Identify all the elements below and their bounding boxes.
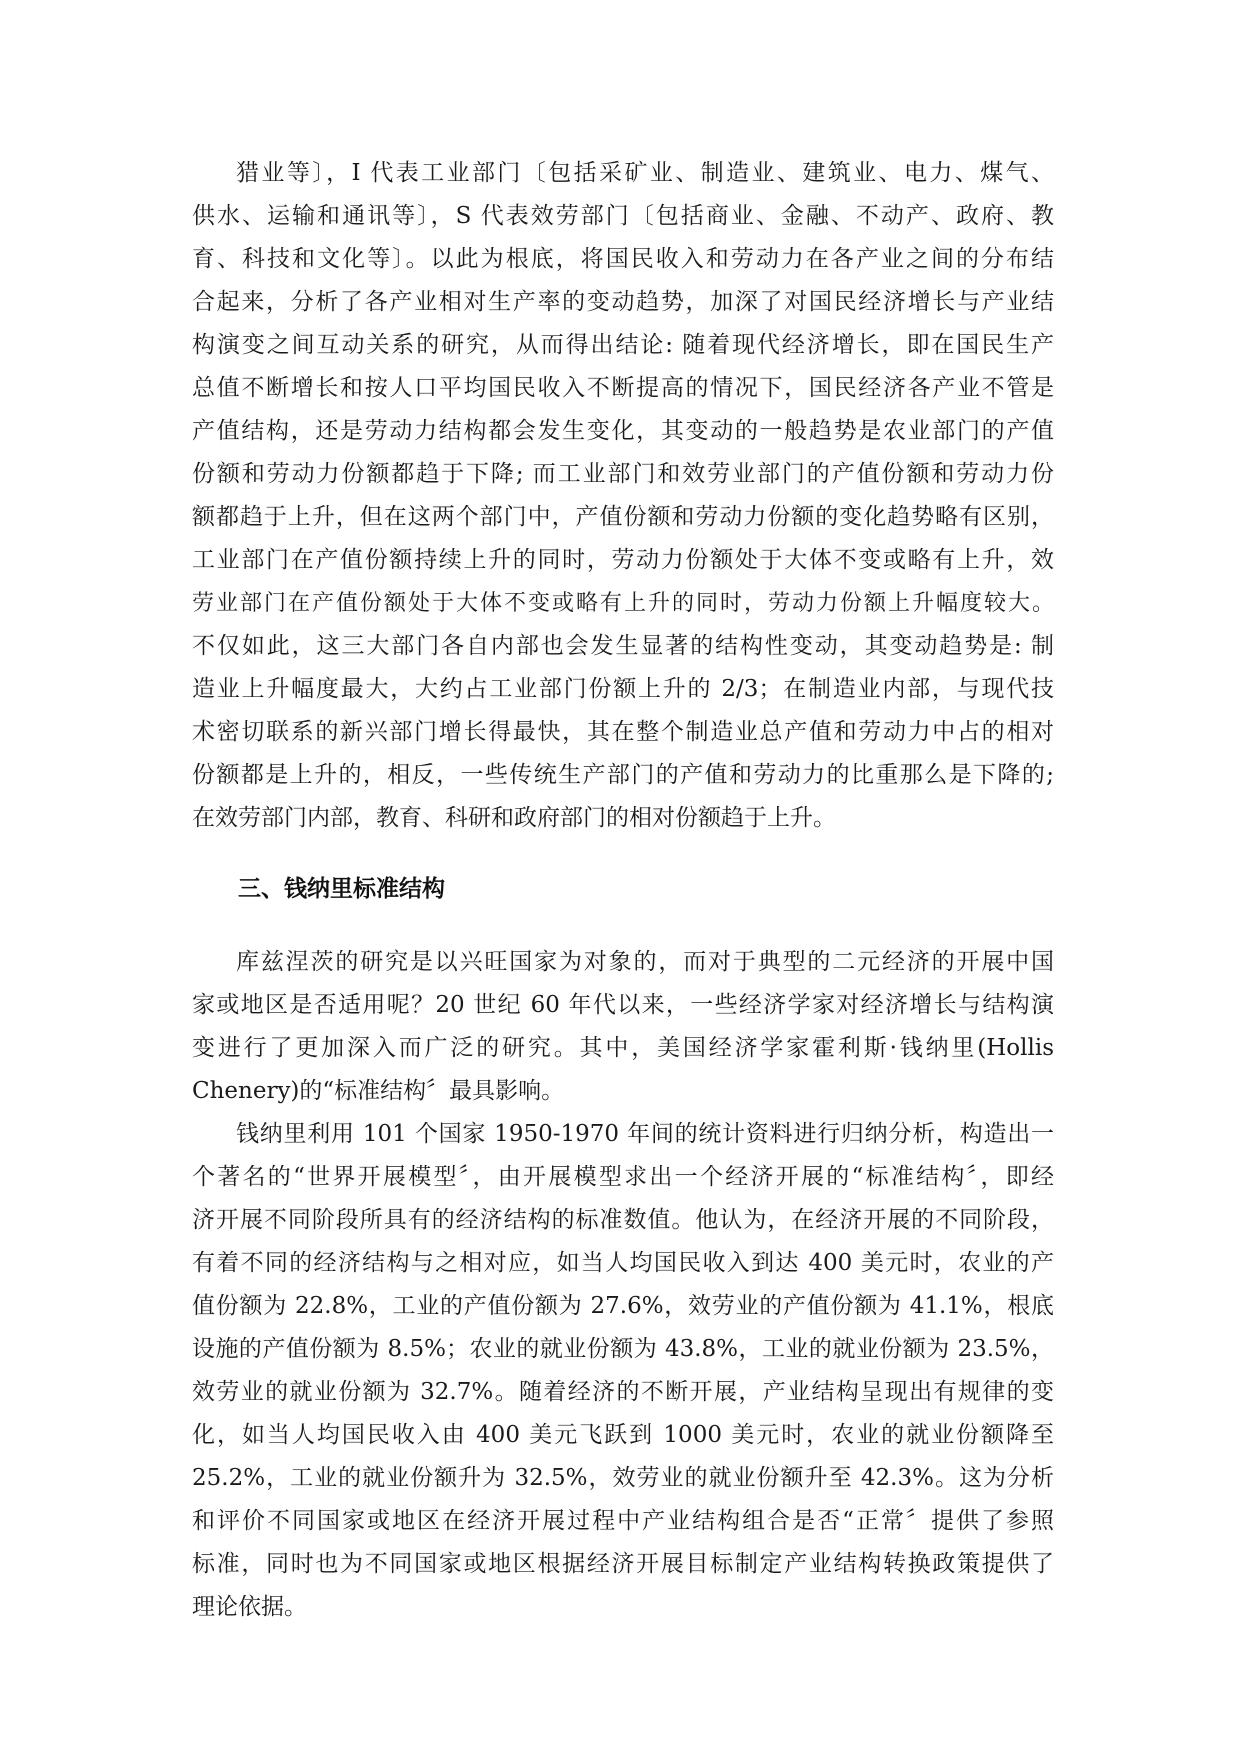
paragraph-3 (192, 1113, 1054, 1629)
page-body (192, 152, 1054, 1629)
text-line: 工业部门在产值份额持续上升的同时，劳动力份额处于大体不变或略有上升，效 (192, 547, 1054, 573)
text-line: 值份额为 22.8%，工业的产值份额为 27.6%，效劳业的产值份额为 41.1%，根底 (192, 1293, 1054, 1319)
section-heading: 三、钱纳里标准结构 (238, 876, 445, 902)
text-line: 个著名的“世界开展模型〞，由开展模型求出一个经济开展的“标准结构〞，即经 (192, 1164, 1054, 1190)
text-line: 家或地区是否适用呢？20 世纪 60 年代以来，一些经济学家对经济增长与结构演 (192, 992, 1054, 1018)
text-line: 育、科技和文化等〕。以此为根底，将国民收入和劳动力在各产业之间的分布结 (192, 246, 1054, 272)
text-line: 造业上升幅度最大，大约占工业部门份额上升的 2/3；在制造业内部，与现代技 (192, 676, 1054, 702)
text-line: 理论依据。 (192, 1594, 307, 1620)
text-line: 标准，同时也为不同国家或地区根据经济开展目标制定产业结构转换政策提供了 (192, 1551, 1054, 1577)
text-line: 库兹涅茨的研究是以兴旺国家为对象的，而对于典型的二元经济的开展中国 (236, 949, 1054, 975)
text-line: 有着不同的经济结构与之相对应，如当人均国民收入到达 400 美元时，农业的产 (192, 1250, 1054, 1276)
text-line: 份额和劳动力份额都趋于下降; 而工业部门和效劳业部门的产值份额和劳动力份 (192, 461, 1054, 487)
text-line: 劳业部门在产值份额处于大体不变或略有上升的同时，劳动力份额上升幅度较大。 (192, 591, 1054, 616)
text-line: 产值结构，还是劳动力结构都会发生变化，其变动的一般趋势是农业部门的产值 (192, 418, 1054, 444)
text-line: 合起来，分析了各产业相对生产率的变动趋势，加深了对国民经济增长与产业结 (192, 289, 1054, 315)
text-line: 在效劳部门内部，教育、科研和政府部门的相对份额趋于上升。 (192, 805, 836, 831)
text-line: 化，如当人均国民收入由 400 美元飞跃到 1000 美元时，农业的就业份额降至 (192, 1422, 1054, 1448)
text-line: 供水、运输和通讯等〕，S 代表效劳部门〔包括商业、金融、不动产、政府、教 (192, 203, 1054, 229)
text-line: 设施的产值份额为 8.5%；农业的就业份额为 43.8%，工业的就业份额为 23.5%， (192, 1336, 1054, 1362)
text-line: 总值不断增长和按人口平均国民收入不断提高的情况下，国民经济各产业不管是 (192, 375, 1054, 401)
text-line: Chenery)的“标准结构〞最具影响。 (192, 1078, 565, 1104)
text-line: 钱纳里利用 101 个国家 1950-1970 年间的统计资料进行归纳分析，构造出一 (236, 1121, 1054, 1147)
paragraph-1 (192, 152, 1054, 840)
paragraph-2 (192, 941, 1054, 1113)
text-line: 术密切联系的新兴部门增长得最快，其在整个制造业总产值和劳动力中占的相对 (192, 719, 1054, 745)
text-line: 济开展不同阶段所具有的经济结构的标准数值。他认为，在经济开展的不同阶段， (192, 1207, 1054, 1233)
text-line: 效劳业的就业份额为 32.7%。随着经济的不断开展，产业结构呈现出有规律的变 (192, 1379, 1054, 1405)
text-line: 不仅如此，这三大部门各自内部也会发生显著的结构性变动，其变动趋势是: 制 (192, 633, 1054, 659)
text-line: 和评价不同国家或地区在经济开展过程中产业结构组合是否“正常〞提供了参照 (192, 1508, 1054, 1534)
text-line: 额都趋于上升，但在这两个部门中，产值份额和劳动力份额的变化趋势略有区别， (192, 504, 1054, 530)
text-line: 变进行了更加深入而广泛的研究。其中，美国经济学家霍利斯·钱纳里(Hollis (192, 1035, 1054, 1061)
text-line: 25.2%，工业的就业份额升为 32.5%，效劳业的就业份额升至 42.3%。这为分析 (192, 1465, 1054, 1491)
text-line: 猎业等〕，I 代表工业部门〔包括采矿业、制造业、建筑业、电力、煤气、 (236, 160, 1054, 186)
text-line: 份额都是上升的，相反，一些传统生产部门的产值和劳动力的比重那么是下降的; (192, 762, 1054, 788)
text-line: 构演变之间互动关系的研究，从而得出结论: 随着现代经济增长，即在国民生产 (192, 332, 1054, 358)
